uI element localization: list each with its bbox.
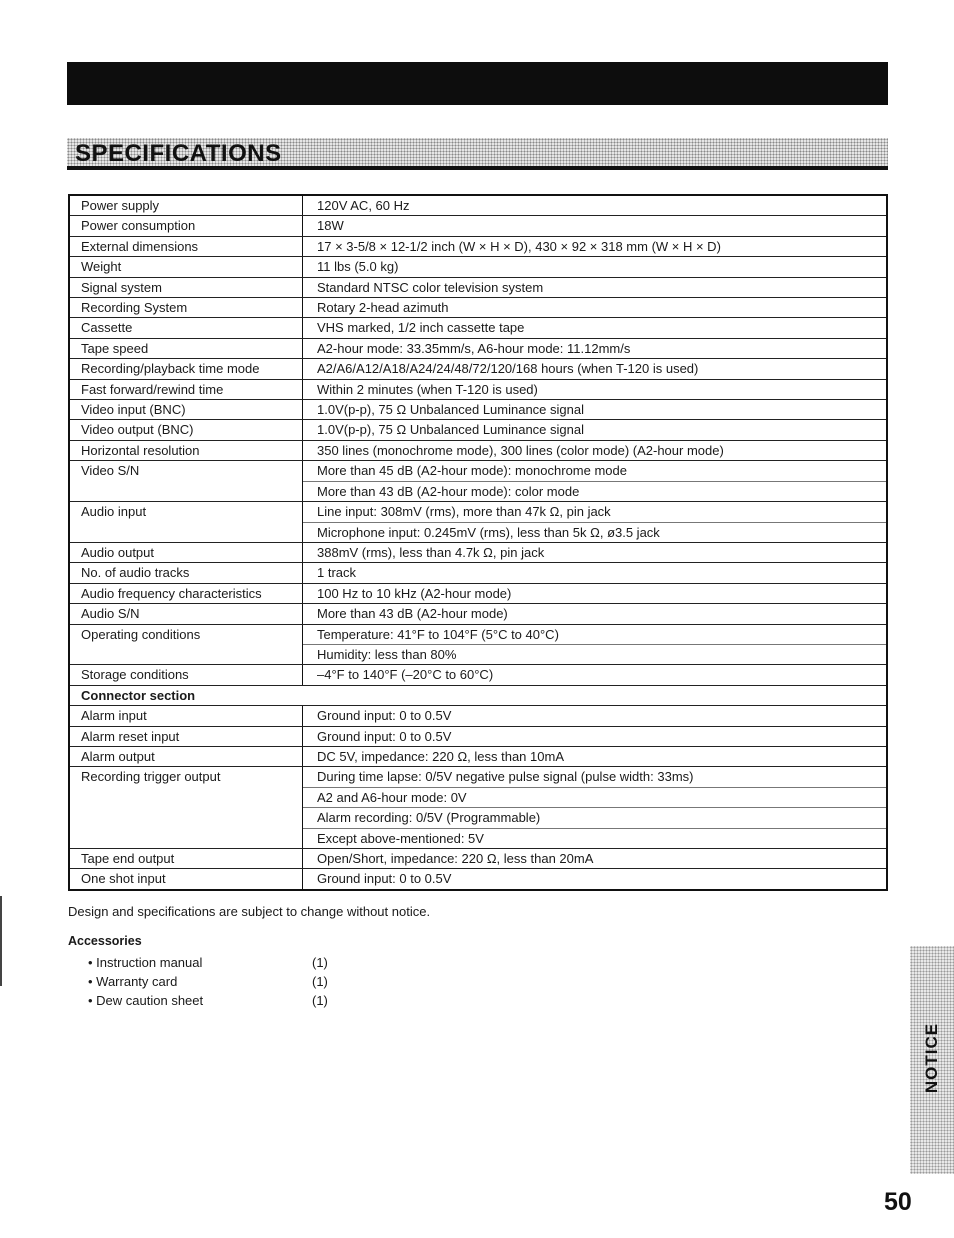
table-row [69,726,887,746]
table-row [69,338,887,358]
list-item [88,953,328,972]
table-row [69,869,887,890]
spec-value: Except above-mentioned: 5V [303,828,888,848]
spec-label: Weight [69,257,303,277]
accessory-quantity: (1) [312,974,328,990]
spec-label: Audio input [69,502,303,522]
table-row [69,828,887,848]
disclaimer-note: Design and specifications are subject to change without notice. [68,904,431,919]
accessories-list [88,953,328,1011]
spec-label: Cassette [69,318,303,338]
page-number: 50 [884,1188,912,1216]
spec-label: Alarm output [69,746,303,766]
spec-value: 18W [303,216,888,236]
table-row [69,420,887,440]
spec-value: DC 5V, impedance: 220 Ω, less than 10mA [303,746,888,766]
list-item [88,991,328,1010]
spec-label [69,522,303,542]
spec-label: Power consumption [69,216,303,236]
spec-label: External dimensions [69,236,303,256]
spec-value: More than 43 dB (A2-hour mode) [303,604,888,624]
spec-label: No. of audio tracks [69,563,303,583]
table-row [69,216,887,236]
table-row [69,195,887,216]
side-tab-label: NOTICE [922,1022,941,1094]
table-row [69,502,887,522]
table-row [69,400,887,420]
table-row [69,624,887,644]
table-section-row [69,685,887,705]
spec-label: Recording/playback time mode [69,359,303,379]
spec-value: 388mV (rms), less than 4.7k Ω, pin jack [303,542,888,562]
spec-value: VHS marked, 1/2 inch cassette tape [303,318,888,338]
table-row [69,583,887,603]
spec-value: Alarm recording: 0/5V (Programmable) [303,808,888,828]
spec-value: More than 45 dB (A2-hour mode): monochrome mode [303,461,888,481]
table-row [69,379,887,399]
table-row [69,706,887,726]
spec-value: Ground input: 0 to 0.5V [303,869,888,890]
spec-label: Recording trigger output [69,767,303,787]
list-item [88,972,328,991]
spec-label: Alarm input [69,706,303,726]
spec-label: One shot input [69,869,303,890]
spec-value: 1 track [303,563,888,583]
table-row [69,359,887,379]
specifications-table [68,194,888,891]
spec-value: 350 lines (monochrome mode), 300 lines (color mode) (A2-hour mode) [303,440,888,460]
table-row [69,767,887,787]
spec-value: A2 and A6-hour mode: 0V [303,787,888,807]
table-row [69,257,887,277]
spec-value: Microphone input: 0.245mV (rms), less than 5k Ω, ø3.5 jack [303,522,888,542]
spec-value: Rotary 2-head azimuth [303,298,888,318]
spec-value: During time lapse: 0/5V negative pulse signal (pulse width: 33ms) [303,767,888,787]
spec-value: Standard NTSC color television system [303,277,888,297]
spec-value: 120V AC, 60 Hz [303,195,888,216]
spec-value: Humidity: less than 80% [303,644,888,664]
spec-label: Video S/N [69,461,303,481]
spec-label: Fast forward/rewind time [69,379,303,399]
spec-label [69,787,303,807]
table-row [69,563,887,583]
spec-label [69,644,303,664]
table-row [69,808,887,828]
spec-label: Horizontal resolution [69,440,303,460]
section-header [67,138,888,170]
spec-label [69,828,303,848]
spec-label: Video input (BNC) [69,400,303,420]
table-row [69,318,887,338]
accessory-quantity: (1) [312,955,328,970]
spec-value: Within 2 minutes (when T-120 is used) [303,379,888,399]
table-row [69,481,887,501]
spec-label: Power supply [69,195,303,216]
accessory-name: • Warranty card [88,974,178,990]
table-row [69,277,887,297]
table-row [69,440,887,460]
spec-value: A2/A6/A12/A18/A24/24/48/72/120/168 hours (when T-120 is used) [303,359,888,379]
table-row [69,849,887,869]
specifications-table-body [69,195,887,890]
table-row [69,542,887,562]
table-row [69,665,887,685]
spec-value: A2-hour mode: 33.35mm/s, A6-hour mode: 11.12mm/s [303,338,888,358]
table-row [69,604,887,624]
scan-edge-mark [0,896,2,986]
page-title: SPECIFICATIONS [75,140,282,167]
table-row [69,236,887,256]
notice-side-tab [910,946,954,1174]
spec-value: 100 Hz to 10 kHz (A2-hour mode) [303,583,888,603]
spec-label: Recording System [69,298,303,318]
spec-value: 17 × 3-5/8 × 12-1/2 inch (W × H × D), 430 × 92 × 318 mm (W × H × D) [303,236,888,256]
spec-value: Open/Short, impedance: 220 Ω, less than 20mA [303,849,888,869]
accessory-name: • Dew caution sheet [88,993,204,1009]
connector-section-title: Connector section [69,685,887,705]
spec-label: Audio output [69,542,303,562]
spec-label: Alarm reset input [69,726,303,746]
accessories-heading: Accessories [68,934,142,948]
spec-label: Storage conditions [69,665,303,685]
spec-value: More than 43 dB (A2-hour mode): color mode [303,481,888,501]
table-row [69,746,887,766]
table-row [69,522,887,542]
spec-value: 1.0V(p-p), 75 Ω Unbalanced Luminance signal [303,420,888,440]
spec-label: Signal system [69,277,303,297]
spec-label: Tape end output [69,849,303,869]
spec-value: Line input: 308mV (rms), more than 47k Ω, pin jack [303,502,888,522]
spec-label: Audio frequency characteristics [69,583,303,603]
table-row [69,644,887,664]
accessory-quantity: (1) [312,993,328,1009]
spec-value: 11 lbs (5.0 kg) [303,257,888,277]
spec-value: Ground input: 0 to 0.5V [303,706,888,726]
table-row [69,787,887,807]
spec-label [69,481,303,501]
spec-value: 1.0V(p-p), 75 Ω Unbalanced Luminance signal [303,400,888,420]
accessory-name: • Instruction manual [88,955,203,970]
spec-label: Audio S/N [69,604,303,624]
table-row [69,461,887,481]
table-row [69,298,887,318]
spec-label [69,808,303,828]
spec-label: Video output (BNC) [69,420,303,440]
spec-value: Temperature: 41°F to 104°F (5°C to 40°C) [303,624,888,644]
spec-label: Operating conditions [69,624,303,644]
spec-value: Ground input: 0 to 0.5V [303,726,888,746]
spec-label: Tape speed [69,338,303,358]
top-banner-bar [67,62,888,105]
spec-value: –4°F to 140°F (–20°C to 60°C) [303,665,888,685]
